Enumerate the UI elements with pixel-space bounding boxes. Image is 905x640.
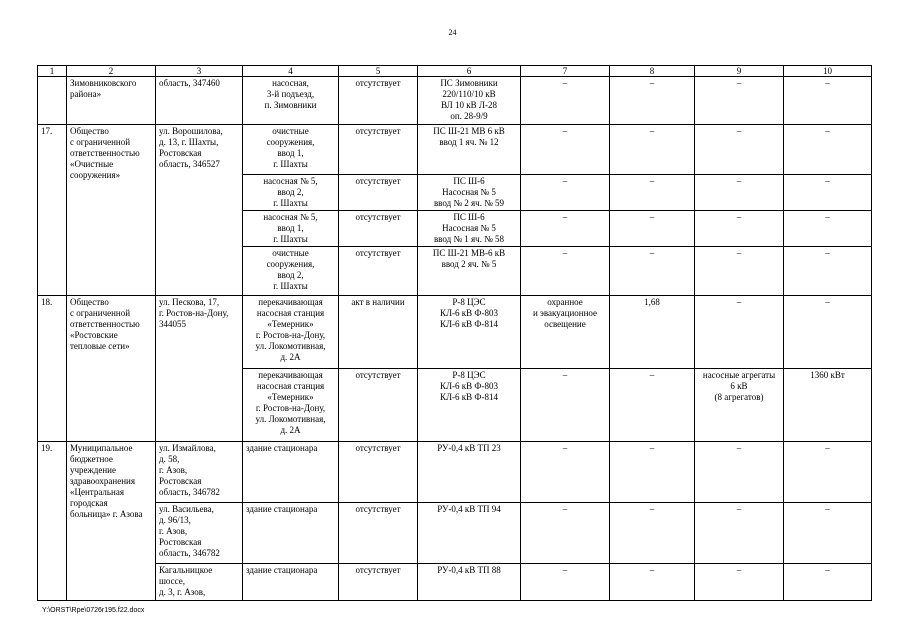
power-source-cell: РУ-0,4 кВ ТП 94: [418, 503, 521, 564]
col8-cell: –: [610, 442, 695, 503]
act-cell: акт в наличии: [339, 296, 418, 369]
power-source-cell: Р-8 ЦЭС КЛ-6 кВ Ф-803 КЛ-6 кВ Ф-814: [418, 369, 521, 442]
col10-cell: –: [784, 564, 872, 601]
col7-cell: –: [521, 77, 610, 125]
col-header: 7: [521, 66, 610, 77]
col10-cell: 1360 кВт: [784, 369, 872, 442]
object-cell: насосная № 5, ввод 2, г. Шахты: [243, 175, 339, 211]
col7-cell: –: [521, 247, 610, 296]
object-cell: перекачивающая насосная станция «Темерник» г. Ростов-на-Дону, ул. Локомотивная, д. 2А: [243, 369, 339, 442]
col9-cell: –: [695, 503, 784, 564]
act-cell: отсутствует: [339, 369, 418, 442]
col7-cell: –: [521, 564, 610, 601]
column-number-header-row: [38, 66, 872, 77]
object-cell: здание стационара: [243, 442, 339, 503]
power-source-cell: РУ-0,4 кВ ТП 88: [418, 564, 521, 601]
act-cell: отсутствует: [339, 247, 418, 296]
entry-number-cell: 18.: [38, 296, 67, 442]
col8-cell: –: [610, 77, 695, 125]
col7-cell: –: [521, 175, 610, 211]
col10-cell: –: [784, 77, 872, 125]
act-cell: отсутствует: [339, 564, 418, 601]
object-cell: очистные сооружения, ввод 2, г. Шахты: [243, 247, 339, 296]
power-source-cell: ПС Зимовники 220/110/10 кВ ВЛ 10 кВ Л-28 оп. 28-9/9: [418, 77, 521, 125]
address-cell: ул. Ворошилова, д. 13, г. Шахты, Ростовская область, 346527: [156, 125, 243, 296]
address-cell: Кагальницкое шоссе, д. 3, г. Азов,: [156, 564, 243, 601]
col7-cell: –: [521, 369, 610, 442]
registry-table: [37, 65, 872, 601]
col10-cell: –: [784, 175, 872, 211]
object-cell: здание стационара: [243, 564, 339, 601]
col-header: 6: [418, 66, 521, 77]
col7-cell: –: [521, 442, 610, 503]
col9-cell: насосные агрегаты 6 кВ (8 агрегатов): [695, 369, 784, 442]
object-cell: очистные сооружения, ввод 1, г. Шахты: [243, 125, 339, 175]
table-row: [38, 503, 872, 564]
col8-cell: 1,68: [610, 296, 695, 369]
address-cell: ул. Васильева, д. 96/13, г. Азов, Ростовская область, 346782: [156, 503, 243, 564]
entry-number-cell: 19.: [38, 442, 67, 601]
object-cell: здание стационара: [243, 503, 339, 564]
col8-cell: –: [610, 369, 695, 442]
power-source-cell: Р-8 ЦЭС КЛ-6 кВ Ф-803 КЛ-6 кВ Ф-814: [418, 296, 521, 369]
col9-cell: –: [695, 175, 784, 211]
act-cell: отсутствует: [339, 211, 418, 247]
col-header: 10: [784, 66, 872, 77]
col7-cell: –: [521, 125, 610, 175]
organization-cell: Общество с ограниченной ответственностью «Ростовские тепловые сети»: [67, 296, 156, 442]
entry-number-cell: [38, 77, 67, 125]
object-cell: насосная № 5, ввод 1, г. Шахты: [243, 211, 339, 247]
table-row: [38, 125, 872, 175]
table-row: [38, 77, 872, 125]
object-cell: перекачивающая насосная станция «Темерник» г. Ростов-на-Дону, ул. Локомотивная, д. 2А: [243, 296, 339, 369]
col10-cell: –: [784, 296, 872, 369]
col9-cell: –: [695, 564, 784, 601]
col8-cell: –: [610, 211, 695, 247]
entry-number-cell: 17.: [38, 125, 67, 296]
col-header: 4: [243, 66, 339, 77]
file-path-footer: Y:\ORST\Rpe\0726r195.f22.docx: [42, 607, 145, 614]
power-source-cell: РУ-0,4 кВ ТП 23: [418, 442, 521, 503]
col7-cell: –: [521, 211, 610, 247]
power-source-cell: ПС Ш-6 Насосная № 5 ввод № 2 яч. № 59: [418, 175, 521, 211]
col8-cell: –: [610, 503, 695, 564]
power-source-cell: ПС Ш-21 МВ-6 кВ ввод 2 яч. № 5: [418, 247, 521, 296]
organization-cell: Общество с ограниченной ответственностью «Очистные сооружения»: [67, 125, 156, 296]
col-header: 5: [339, 66, 418, 77]
power-source-cell: ПС Ш-21 МВ 6 кВ ввод 1 яч. № 12: [418, 125, 521, 175]
col9-cell: –: [695, 296, 784, 369]
power-source-cell: ПС Ш-6 Насосная № 5 ввод № 1 яч. № 58: [418, 211, 521, 247]
object-cell: насосная, 3-й подъезд, п. Зимовники: [243, 77, 339, 125]
address-cell: область, 347460: [156, 77, 243, 125]
col9-cell: –: [695, 77, 784, 125]
col8-cell: –: [610, 564, 695, 601]
col10-cell: –: [784, 211, 872, 247]
col8-cell: –: [610, 247, 695, 296]
col-header: 8: [610, 66, 695, 77]
col-header: 1: [38, 66, 67, 77]
col9-cell: –: [695, 247, 784, 296]
col10-cell: –: [784, 442, 872, 503]
act-cell: отсутствует: [339, 77, 418, 125]
col10-cell: –: [784, 503, 872, 564]
table-row: [38, 442, 872, 503]
col8-cell: –: [610, 125, 695, 175]
col8-cell: –: [610, 175, 695, 211]
table-row: [38, 564, 872, 601]
organization-cell: Муниципальное бюджетное учреждение здравоохранения «Центральная городская больница» г. Азова: [67, 442, 156, 601]
organization-cell: Зимовниковского района»: [67, 77, 156, 125]
act-cell: отсутствует: [339, 442, 418, 503]
col10-cell: –: [784, 125, 872, 175]
col7-cell: охранное и эвакуационное освещение: [521, 296, 610, 369]
act-cell: отсутствует: [339, 503, 418, 564]
col-header: 9: [695, 66, 784, 77]
col-header: 3: [156, 66, 243, 77]
address-cell: ул. Пескова, 17, г. Ростов-на-Дону, 344055: [156, 296, 243, 442]
col7-cell: –: [521, 503, 610, 564]
act-cell: отсутствует: [339, 175, 418, 211]
act-cell: отсутствует: [339, 125, 418, 175]
address-cell: ул. Измайлова, д. 58, г. Азов, Ростовская область, 346782: [156, 442, 243, 503]
col9-cell: –: [695, 125, 784, 175]
page-number: 24: [448, 28, 457, 37]
col10-cell: –: [784, 247, 872, 296]
col-header: 2: [67, 66, 156, 77]
col9-cell: –: [695, 211, 784, 247]
col9-cell: –: [695, 442, 784, 503]
table-row: [38, 296, 872, 369]
